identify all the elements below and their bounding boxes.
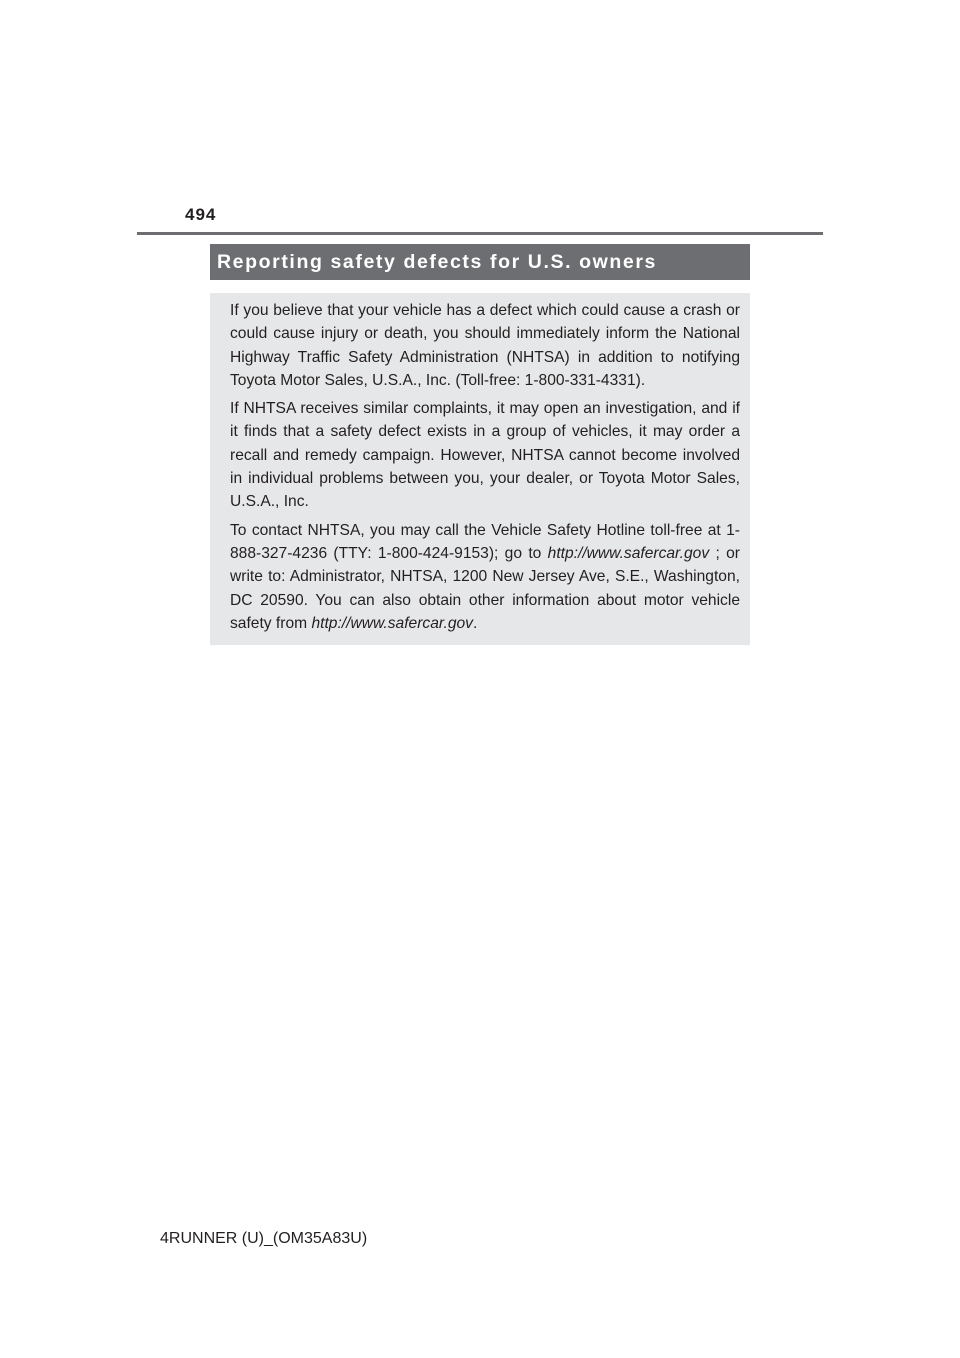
header-rule — [137, 232, 823, 235]
contact-text-end: . — [472, 614, 478, 632]
contact-text-start: To contact NHTSA, you may call the Vehicle Safety Hotline toll-free at 1-888-327-4236 (TTY: 1-800-424-9153); go to — [230, 521, 740, 562]
content-box — [210, 293, 750, 645]
page-number: 494 — [185, 205, 217, 224]
paragraph-defect-reporting: If you believe that your vehicle has a defect which could cause a crash or could cause injury or death, you should immediately inform the National Highway Traffic Safety Administration (NHTSA) in addition to notifying Toyota Motor Sales, U.S.A., Inc. (Toll-free: 1-800-​331-4331). — [230, 302, 740, 389]
section-title: Reporting safety defects for U.S. owners — [210, 244, 750, 280]
safercar-link-2[interactable]: http://www.safercar.gov — [311, 614, 473, 632]
paragraph-contact-nhtsa — [230, 519, 740, 635]
safercar-link[interactable]: http://​www.safercar.gov — [547, 544, 710, 562]
footer-model-code: 4RUNNER (U)_(OM35A83U) — [160, 1230, 368, 1247]
contact-text-middle: ; or write to: Administrator, NHTSA, 1200 New Jersey Ave, S.E., Washington, DC 20590. You can also obtain other information about motor vehicle safety from — [230, 544, 740, 632]
paragraph-nhtsa-investigation: If NHTSA receives similar complaints, it may open an investigation, and if it finds that a safety defect exists in a group of vehicles, it may order a recall and remedy campaign. However, NHTSA cannot become involved in individual problems between you, your dealer, or Toyota Motor Sales, U.S.A., Inc. — [230, 400, 740, 511]
